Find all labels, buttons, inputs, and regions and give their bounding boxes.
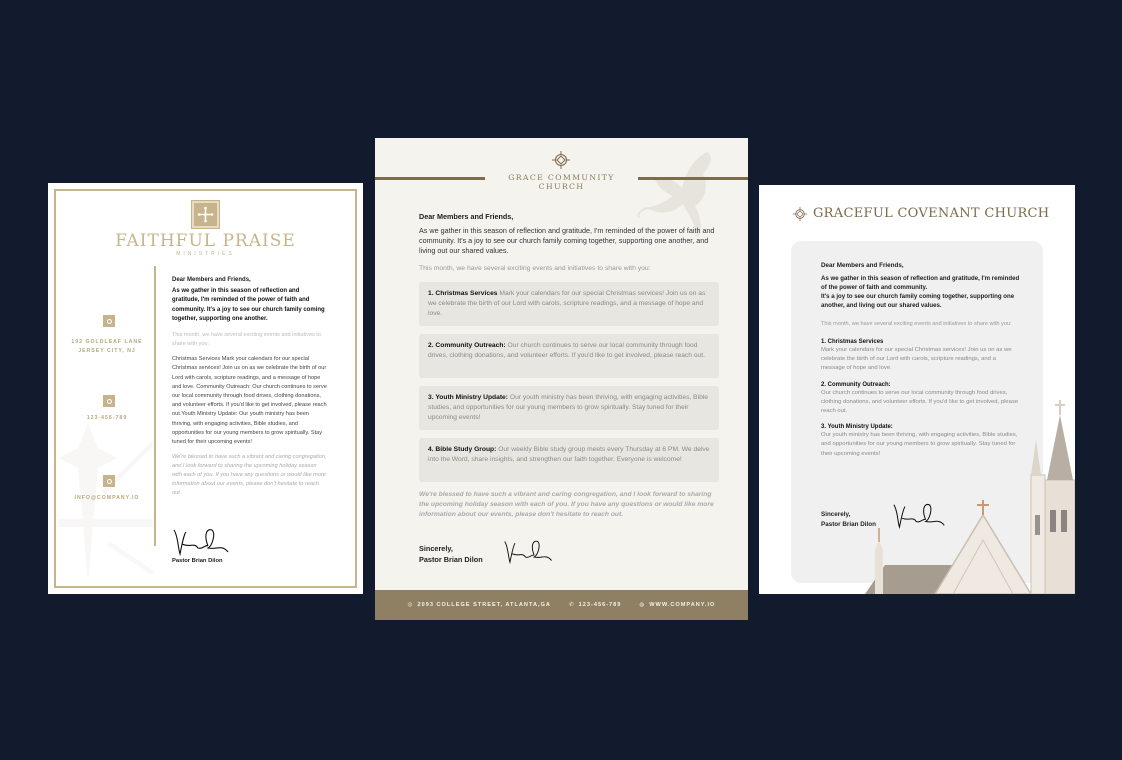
signature-icon (172, 526, 232, 556)
footer-address (408, 602, 551, 608)
lead-line-1: As we gather in this season of reflection and gratitude, I'm reminded of the power of faith and community. (821, 275, 1020, 291)
divider (154, 266, 156, 546)
brand-name: GRACE COMMUNITY CHURCH (508, 173, 615, 191)
cross-watermark-icon (58, 423, 153, 583)
greeting: Dear Members and Friends, (172, 277, 251, 283)
event-text: Our weekly Bible study group meets every Thursday at 6 PM. We delve into the Word, share insights, and strengthen our faith together. Everyone is welcome! (428, 446, 710, 463)
globe-icon: ◍ (639, 602, 646, 608)
event-title: 2. Community Outreach: (821, 381, 891, 388)
event-item (821, 424, 1021, 459)
event-card (419, 334, 719, 378)
header-rule-right (638, 177, 748, 180)
letter-faithful-praise (48, 183, 363, 594)
brand-subtitle: MINISTRIES (176, 251, 235, 257)
lead-paragraph (821, 274, 1021, 310)
footer-website (639, 602, 715, 608)
letter-body (821, 262, 1021, 467)
email: INFO@COMPANY.IO (74, 495, 140, 501)
cross-logo-icon (192, 201, 219, 228)
event-text: Mark your calendars for our special Christmas services! Join us on as we celebrate the birth of our Lord with carols, scripture readings, and a message of hope and love. (821, 347, 1012, 372)
header (793, 206, 1049, 221)
compass-emblem-icon (552, 151, 570, 169)
sign-off-text: Sincerely, (419, 544, 453, 553)
event-card (419, 438, 719, 482)
letter-graceful-covenant (759, 185, 1075, 594)
signatory: Pastor Brian Dilon (172, 558, 223, 564)
event-text: Mark your calendars for our special Christmas services! Join us on as we celebrate the birth of our Lord with carols, scripture readings, and a message of hope and love. (428, 290, 706, 317)
signatory: Pastor Brian Dilon (821, 521, 876, 528)
phone: 123-456-789 (86, 415, 128, 421)
footer-bar (375, 590, 748, 620)
compass-emblem-icon (793, 207, 807, 221)
sign-off (419, 543, 483, 565)
closing-paragraph: We're blessed to have such a vibrant and caring congregation, and I look forward to sharing the upcoming holiday season with each of you. If you have any questions or would like more information about our events, please don't hesitate to reach out. (172, 454, 327, 497)
closing-paragraph: We're blessed to have such a vibrant and caring congregation, and I look forward to sharing the upcoming holiday season with each of you. If you have any questions or would like more information about our events, please don't hesitate to reach out. (419, 491, 714, 518)
header-rule-left (375, 177, 485, 180)
greeting: Dear Members and Friends, (419, 212, 514, 221)
address (62, 338, 152, 356)
event-title: 4. Bible Study Group: (428, 446, 497, 453)
letter-body (419, 212, 719, 520)
lead-line-2: It's a joy to see our church family coming together, supporting one another, and living out our shared values. (821, 293, 1015, 309)
event-title: 2. Community Outreach: (428, 342, 506, 349)
event-item (821, 382, 1021, 417)
phone-icon: ✆ (568, 602, 575, 608)
location-icon (103, 315, 115, 327)
event-card (419, 386, 719, 430)
signatory: Pastor Brian Dilon (419, 555, 483, 564)
letter-body (172, 277, 327, 498)
event-text: Our church continues to serve our local community through food drives, clothing donations, and volunteer efforts. If you'd like to get involved, please reach out. (428, 342, 705, 359)
brand-name: FAITHFUL PRAISE (115, 231, 296, 251)
phone-icon (103, 395, 115, 407)
event-text: Our church continues to serve our local community through food drives, clothing donations, and volunteer efforts. If you'd like to get involved, please reach out. (821, 389, 1019, 415)
footer-address-text: 2093 COLLEGE STREET, ATLANTA,GA (417, 602, 551, 608)
address-line-1: 192 GOLDLEAF LANE (71, 339, 143, 345)
location-icon: ◎ (407, 602, 414, 608)
intro-paragraph: This month, we have several exciting events and initiatives to share with you: (419, 265, 651, 272)
email-icon (103, 475, 115, 487)
brand-name: GRACEFUL COVENANT CHURCH (813, 206, 1050, 221)
event-text: Our youth ministry has been thriving, with engaging activities, Bible studies, and opportunities for our young members to grow spiritually. Stay tuned for their upcoming events! (821, 432, 1018, 457)
intro-paragraph: This month, we have several exciting events and initiatives to share with you: (821, 321, 1012, 327)
sign-off (821, 510, 876, 530)
lead-paragraph: As we gather in this season of reflection and gratitude, I'm reminded of the power of faith and community. It's a joy to see our church family coming together, supporting one another. (172, 288, 325, 322)
footer-website-text: WWW.COMPANY.IO (649, 602, 716, 608)
greeting: Dear Members and Friends, (821, 262, 904, 269)
event-item (821, 339, 1021, 374)
event-title: 1. Christmas Services (821, 339, 884, 345)
signature-icon (892, 499, 948, 531)
address-line-2: JERSEY CITY, NJ (78, 348, 136, 354)
sign-off-text: Sincerely, (821, 511, 851, 518)
event-card (419, 282, 719, 326)
letter-grace-community (375, 138, 748, 620)
events-paragraph: Christmas Services Mark your calendars for our special Christmas services! Join us on as we celebrate the birth of our Lord with carols, scripture readings, and a message of hope and love. Community Outreach: Our church continues to serve our local community through food drives, clothing donations, and volunteer efforts. If you'd like to get involved, please reach out.Youth Ministry Update: Our youth ministry has been thriving, with engaging activities, Bible studies, and opportunities for our young members to grow spiritually. Stay tuned for their upcoming events! (172, 356, 327, 446)
event-text: Our youth ministry has been thriving, with engaging activities, Bible studies, and opportunities for our young members to grow spiritually. Stay tuned for their upcoming events! (428, 394, 708, 421)
signature-icon (503, 536, 555, 566)
event-title: 3. Youth Ministry Update: (428, 394, 509, 401)
intro-paragraph: This month, we have several exciting events and initiatives to share with you: (172, 332, 321, 348)
footer-phone-text: 123-456-789 (578, 602, 622, 608)
event-title: 1. Christmas Services (428, 290, 498, 297)
lead-paragraph: As we gather in this season of reflection and gratitude, I'm reminded of the power of faith and community. It's a joy to see our church family coming together, supporting one another, and living out our shared values. (419, 226, 715, 255)
footer-phone (569, 602, 621, 608)
event-title: 3. Youth Ministry Update: (821, 424, 893, 431)
